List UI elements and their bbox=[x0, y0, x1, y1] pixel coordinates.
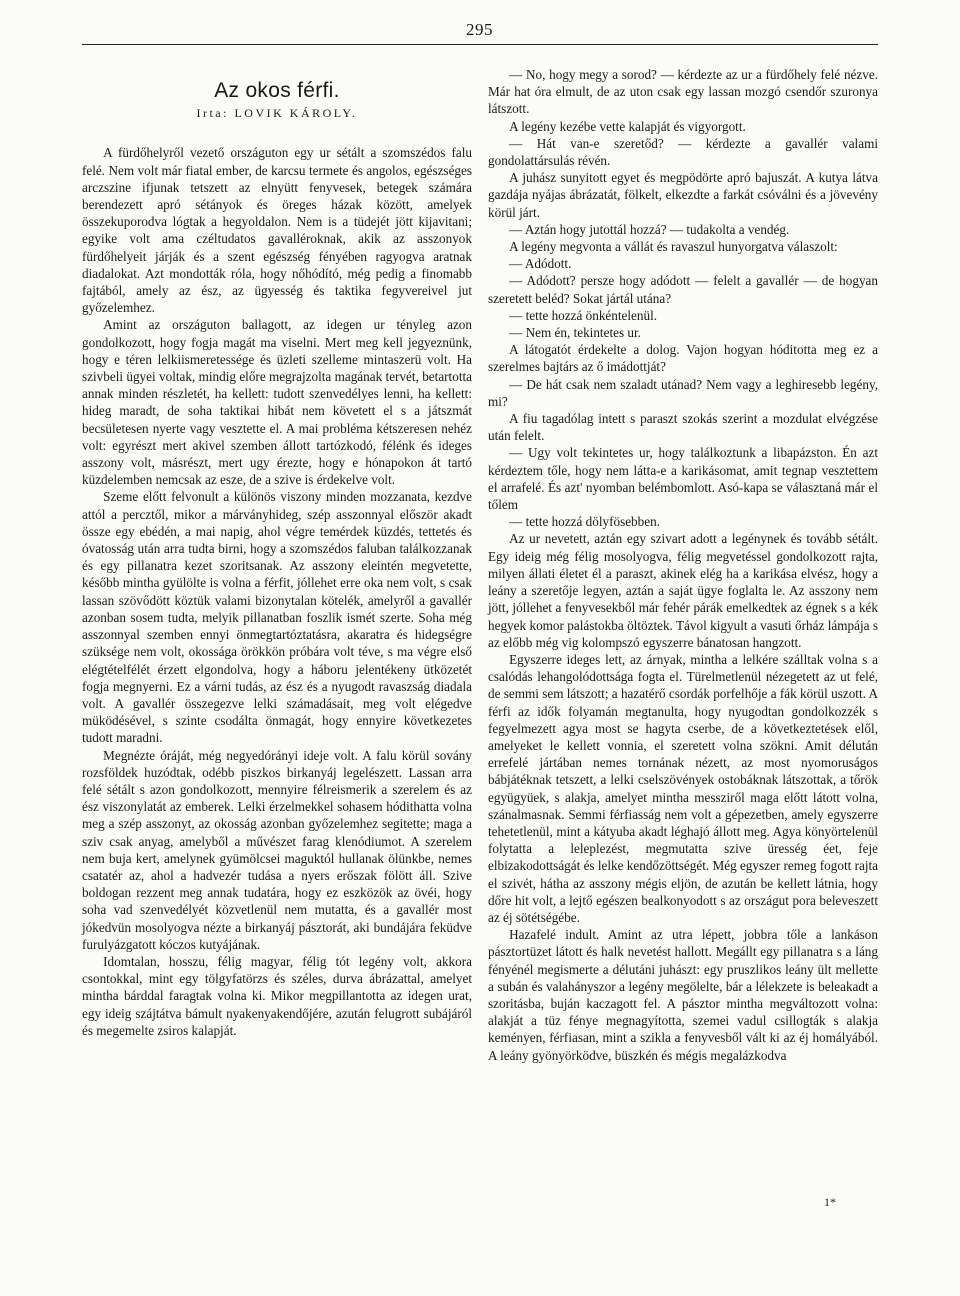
paragraph: A fiu tagadólag intett s paraszt szokás szerint a mozdulat elvégzése után felelt. bbox=[488, 411, 878, 444]
left-column bbox=[82, 66, 472, 1039]
paragraph: — tette hozzá dölyfösebben. bbox=[509, 514, 660, 530]
paragraph: — tette hozzá önkéntelenül. bbox=[509, 307, 658, 323]
paragraph: Hazafelé indult. Amint az utra lépett, jobbra tőle a lankáson pásztortüzet látott és halk nevetést hallott. Megállt egy pillanatra s a láng fényénél megismerte a délutáni juhászt: egy pruszlikos leány ült mellette a subán és valahányszor a legény megölelte, bár a lélekzete is beleakadt a szoritásba, buján kaczagott fel. A pásztor mintha megváltozott volna: alakját a tüz fénye megnagyította, szemei vadul csillogták s alakja keményen, férfiasan, mint a szikla a fenyvesből vált ki az éj homályából. A leány gyönyörködve, büszkén és mégis megalázkodva bbox=[488, 927, 878, 1063]
paragraph: A fürdőhelyről vezető országuton egy ur sétált a szomszédos falu felé. Nem volt már fiatal ember, de karcsu termete és angolos, egészséges arczszine ifjunak tetszett az elnyütt fenyvesek, betegek számára berendezett apró sétányok és öreges házak között, amelyek összekuporodva lógtak a hegyoldalon. Nem is a tüdejét jött kijavitani; egyike volt ama czéltudatos gavalléroknak, akik az asszonyok fürdőhelyeit járják és a szent egészség fényében ragyogva aratnak diadalokat. Azt mondották róla, hogy nőhódító, még pedig a finomabb fajtából, amely az ész, az ügyesség és taktika fegyvereivel jut győzelemhez. bbox=[82, 145, 472, 316]
paragraph: Az ur nevetett, aztán egy szivart adott a legénynek és tovább sétált. Egy ideig még félig mosolyogva, félig megvetéssel gondolkozott rajta, milyen állati életet él a paraszt, akinek elég ha a karikása elvész, hogy a leány a szeretője legyen, aztán a saját ügye foglalta le. Az asszony nem jött, jóllehet a fenyvesekből már fehér párák emelkedtek az égnek s a kék hegyek komor palástokba öltöztek. Távol kigyult a vasuti őrház lámpája s az előbb még vig kolompszó egyszerre bánatosan hangzott. bbox=[488, 531, 878, 650]
paragraph: — Adódott. bbox=[509, 256, 572, 272]
paragraph: A legény kezébe vette kalapját és vigyorgott. bbox=[509, 118, 746, 134]
paragraph: — Hát van-e szeretőd? — kérdezte a gavallér valami gondolattársulás révén. bbox=[488, 135, 878, 169]
right-column bbox=[488, 66, 878, 1064]
paragraph: — Aztán hogy jutottál hozzá? — tudakolta a vendég. bbox=[509, 221, 790, 237]
page-number: 295 bbox=[466, 20, 493, 39]
paragraph: Egyszerre ideges lett, az árnyak, mintha a lelkére szálltak volna s a csalódás lehangolódottsága fogta el. Türelmetlenül nézegetett az ut felé, de semmi sem látszott; a hazatérő csordák porfelhője a fák körül uszott. A férfi az idők folyamán megtanulta, hogy nyugodtan gondolkozzék s fegyelmezett agya most se hagyta cserbe, de a következtetések elől, amelyeket le kellett vonnia, el szeretett volna szökni. Amit délután errefelé jártában nemes tornának nézett, az most nyomoruságos bábjátéknak tetszett, a lelki cselszövények ostobáknak látszottak, a tőrök együgyüek, s alakja, amelyet mintha messziről maga előtt látott volna, szánalmasnak. Semmi férfiasság nem volt a gépezetben, amely egyszerre tehetetlenül, mint a kátyuba akadt léghajó állott meg. Agya könyörtelenül folytatta a leleplezést, megmutatta szive üresség éet, feje elbizakodottságát és lelke kendőzöttségét. Még egyszer remeg fogott rajta el szivét, hátha az asszony mégis eljön, de azután be kellett látnia, hogy dőre hit volt, a lejtő egészen bealkonyodott s az országut pora beleveszett az éj sötétségébe. bbox=[488, 651, 879, 925]
paragraph: Amint az országuton ballagott, az idegen ur tényleg azon gondolkozott, hogy fogja magát ma viselni. Mert meg kell jegyeznünk, hogy e téren lelkiismeretessége és üzleti szelleme mintaszerü volt. Ha szivbeli ügyei voltak, mindig előre megrajzolta magának tervét, betartotta annak minden részletét, ha kellett: tudott szenvedélyes lenni, ha kellett: hideg maradt, de soha taktikai hibát nem követett el s a játszmát becsületesen nyerte vagy vesztette el. A mai probléma kétszeresen nehéz volt: egyrészt mert akivel szemben állott tartózkodó, félénk és ideges asszony volt, másrészt, mert ugy érezte, hogy e hónapokon át tartó küzdelemben nemcsak az esze, de a szive is érdekelve volt. bbox=[82, 317, 472, 488]
paragraph: Szeme előtt felvonult a különös viszony minden mozzanata, kezdve attól a percztől, mikor a márványhideg, szép asszonnyal először akadt össze egy ebédén, a mai napig, ahol végre temérdek küzdés, tettetés és óvatosság után arra tudta birni, hogy a szomszédos faluban találkozzanak és egy pillanatra kezet szoritsanak. Az asszony eleintén megvetette, később mintha gyülölte is volna a férfit, jóllehet erre oka nem volt, s csak lassan szövődött köztük valami bizonytalan kötelék, amelyről a gavallér azonban sosem tudta, melyik pillanatban foszlik ismét szerte. Soha még asszonnyal szemben ennyi önmegtartóztatásra, akaratra és hidegségre szüksége nem volt, okossága örökkön próbára volt téve, s ma végre első elégtételfélét érzett elgondolva, hogy a háboru jelentékeny ütközetét fogja megnyerni. Ez a várni tudás, az ész és a nyugodt ravaszság diadala volt. A gavallér összegezve lelki számadásait, meg volt elégedve müködésével, s szinte csodálta önmagát, hogy ennyire következetes tudott maradni. bbox=[82, 489, 472, 746]
article-title: Az okos férfi. bbox=[214, 79, 340, 102]
header-rule bbox=[82, 44, 878, 45]
paragraph: — Ugy volt tekintetes ur, hogy találkoztunk a libapázston. Én azt kérdeztem tőle, hogy nem látta-e a karikásomat, amit tegnap vesztettem el arrafelé. És azt' nyomban belémbomlott. Asó-kapa se választaná már el tőlem bbox=[488, 445, 878, 513]
signature-mark: 1* bbox=[824, 1195, 836, 1209]
paragraph: A legény megvonta a vállát és ravaszul hunyorgatva válaszolt: bbox=[509, 239, 838, 255]
paragraph: Idomtalan, hosszu, félig magyar, félig tót legény volt, akkora csontokkal, mint egy tölgyfatörzs és széles, durva ábrázattal, amelyet mintha bárddal faragtak volna ki. Mikor megpillantotta az idegen urat, egy ideig szájtátva bámult nyakenyakendőjére, azután felugrott subájáról és megemelte zsiros kalapját. bbox=[82, 953, 472, 1038]
paragraph: A látogatót érdekelte a dolog. Vajon hogyan hóditotta meg ez a szerelmes bajtárs az ő imádottját? bbox=[488, 342, 878, 375]
paragraph: — De hát csak nem szaladt utánad? Nem vagy a leghiresebb legény, mi? bbox=[488, 376, 878, 409]
paragraph: A juhász sunyitott egyet és megpödörte apró bajuszát. A kutya látva gazdája nyájas ábrázatát, fölkelt, elkezdte a farkát csóválni és a jövevény körül járt. bbox=[488, 170, 878, 220]
paragraph: — No, hogy megy a sorod? — kérdezte az ur a fürdőhely felé nézve. Már hat óra elmult, de az uton csak egy lassan mozgó csendőr szuronya látszott. bbox=[488, 67, 878, 117]
paragraph: — Adódott? persze hogy adódott — felelt a gavallér — de hogyan szeretett beléd? Sokat jártál utána? bbox=[488, 273, 878, 306]
paragraph: Megnézte óráját, még negyedórányi ideje volt. A falu körül sovány rozsföldek huzódtak, odébb piszkos birkanyáj legelészett. Lassan arra felé sétált s azon gondolkozott, mennyire félreismerik a szerelem és az ész viszonylatát az emberek. Lelki érzelmekkel sohasem hódithatta volna meg a szép asszonyt, az okosság azonban győzelemhez segitette; maga a sziv csak anyag, amelyből a művészet farag klenódiumot. A szerelem nem buja kert, amelynek gyümölcsei maguktól hullanak ölünkbe, nemes csatatér az, ahol a hadvezér tudása a nyers erőszak fölött áll. Szive boldogan rezzent meg annak tudatára, hogy ez eszközök az övéi, hogy soha vad szenvedélyét közvetlenül nem mutatta, és a gavallér most jókedvün mosolyogva nézte a birkanyáj pásztorát, aki bundájára feküdve furulyázgatott kóczos kutyájának. bbox=[82, 747, 472, 952]
paragraph: — Nem én, tekintetes ur. bbox=[509, 325, 641, 341]
article-byline: Irta: LOVIK KÁROLY. bbox=[196, 106, 358, 121]
